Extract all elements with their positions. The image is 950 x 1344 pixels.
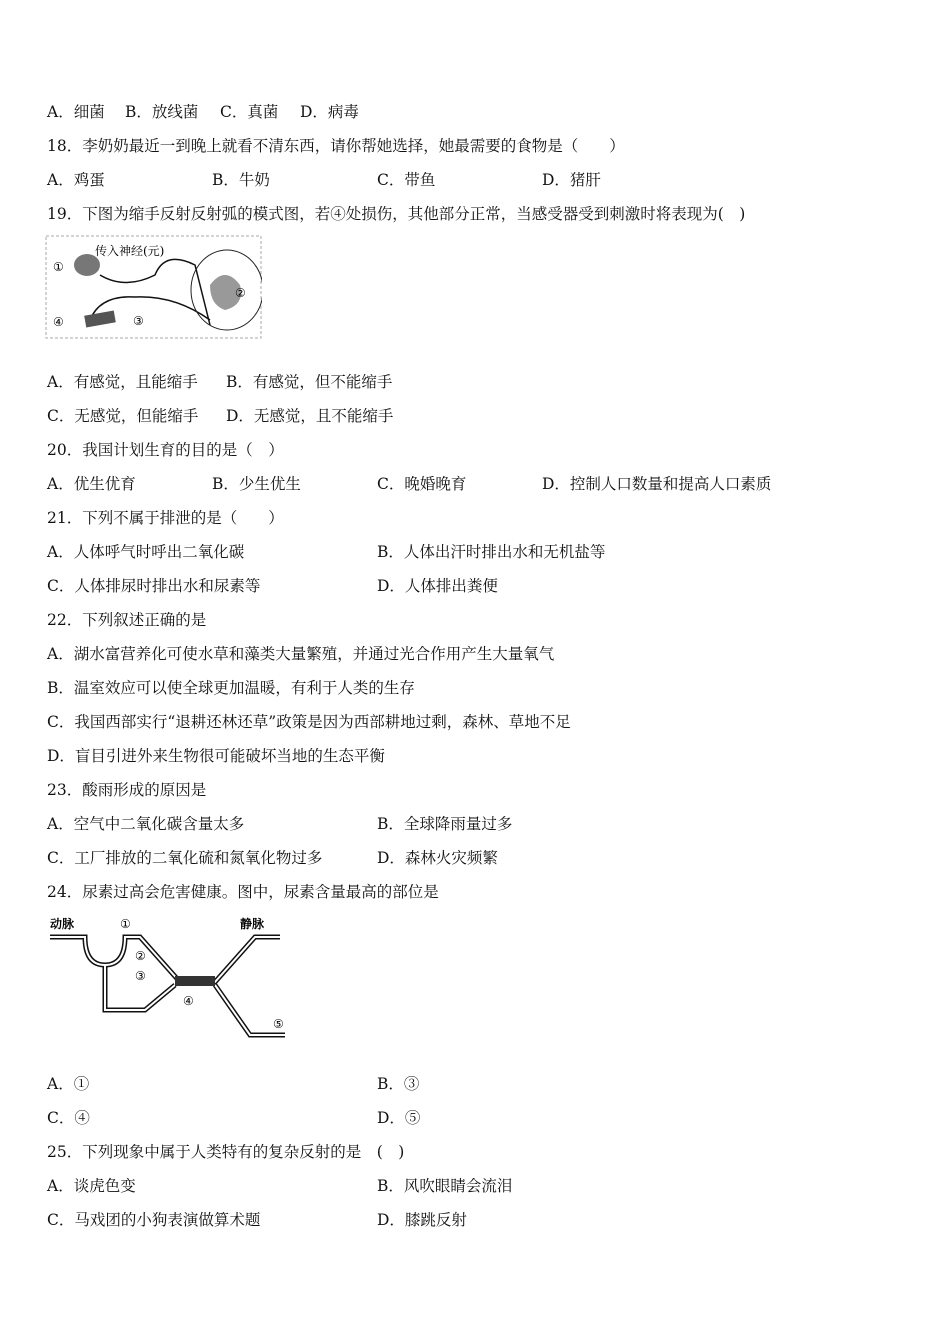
q22-option-d[interactable]: D．盲目引进外来生物很可能破坏当地的生态平衡 <box>47 747 385 765</box>
q25-option-c[interactable]: C．马戏团的小狗表演做算术题 <box>47 1211 261 1229</box>
q23-option-d[interactable]: D．森林火灾频繁 <box>377 849 498 867</box>
q20-stem: 20．我国计划生育的目的是（ ） <box>47 441 284 459</box>
q24-option-a[interactable]: A．① <box>47 1075 90 1093</box>
reflex-arc-figure <box>45 235 262 339</box>
q25-option-a[interactable]: A．谈虎色变 <box>47 1177 136 1195</box>
q18-option-b[interactable]: B．牛奶 <box>212 171 270 189</box>
svg-text:静脉: 静脉 <box>240 917 265 931</box>
q23-option-b[interactable]: B．全球降雨量过多 <box>377 815 513 833</box>
q21-stem: 21．下列不属于排泄的是（ ） <box>47 509 284 527</box>
q22-stem: 22．下列叙述正确的是 <box>47 611 207 629</box>
q21-option-b[interactable]: B．人体出汗时排出水和无机盐等 <box>377 543 606 561</box>
q20-option-c[interactable]: C．晚婚晚育 <box>377 475 467 493</box>
nephron-figure <box>45 910 300 1045</box>
q22-option-a[interactable]: A．湖水富营养化可使水草和藻类大量繁殖，并通过光合作用产生大量氧气 <box>47 645 555 663</box>
q17-option-a[interactable]: A．细菌 <box>47 103 105 121</box>
q25-option-b[interactable]: B．风吹眼睛会流泪 <box>377 1177 513 1195</box>
svg-text:③: ③ <box>135 969 146 983</box>
q24-stem: 24．尿素过高会危害健康。图中，尿素含量最高的部位是 <box>47 883 439 901</box>
q24-option-d[interactable]: D．⑤ <box>377 1109 421 1127</box>
q17-option-b[interactable]: B．放线菌 <box>125 103 199 121</box>
svg-text:①: ① <box>53 260 64 274</box>
q19-option-d[interactable]: D．无感觉，且不能缩手 <box>226 407 394 425</box>
q22-option-c[interactable]: C．我国西部实行“退耕还林还草”政策是因为西部耕地过剩，森林、草地不足 <box>47 713 571 731</box>
q23-stem: 23．酸雨形成的原因是 <box>47 781 207 799</box>
q20-option-d[interactable]: D．控制人口数量和提高人口素质 <box>542 475 772 493</box>
q21-option-d[interactable]: D．人体排出粪便 <box>377 577 498 595</box>
q24-option-b[interactable]: B．③ <box>377 1075 420 1093</box>
q23-option-c[interactable]: C．工厂排放的二氧化硫和氮氧化物过多 <box>47 849 323 867</box>
svg-text:②: ② <box>235 286 246 300</box>
q22-option-b[interactable]: B．温室效应可以使全球更加温暖，有利于人类的生存 <box>47 679 415 697</box>
q20-option-b[interactable]: B．少生优生 <box>212 475 301 493</box>
q19-stem: 19．下图为缩手反射反射弧的模式图，若④处损伤，其他部分正常，当感受器受到刺激时将表现为( ) <box>47 205 746 223</box>
svg-text:①: ① <box>120 917 131 931</box>
q20-option-a[interactable]: A．优生优育 <box>47 475 136 493</box>
q19-option-c[interactable]: C．无感觉，但能缩手 <box>47 407 199 425</box>
svg-text:②: ② <box>135 949 146 963</box>
svg-text:动脉: 动脉 <box>50 917 75 931</box>
svg-text:③: ③ <box>133 314 144 328</box>
q19-option-b[interactable]: B．有感觉，但不能缩手 <box>226 373 393 391</box>
q19-option-a[interactable]: A．有感觉，且能缩手 <box>47 373 198 391</box>
svg-text:④: ④ <box>183 994 194 1008</box>
q24-option-c[interactable]: C．④ <box>47 1109 90 1127</box>
q21-option-a[interactable]: A．人体呼气时呼出二氧化碳 <box>47 543 245 561</box>
svg-text:⑤: ⑤ <box>273 1017 284 1031</box>
q17-option-c[interactable]: C．真菌 <box>220 103 279 121</box>
q18-option-c[interactable]: C．带鱼 <box>377 171 436 189</box>
q25-option-d[interactable]: D．膝跳反射 <box>377 1211 467 1229</box>
q21-option-c[interactable]: C．人体排尿时排出水和尿素等 <box>47 577 261 595</box>
q18-option-d[interactable]: D．猪肝 <box>542 171 601 189</box>
q17-option-d[interactable]: D．病毒 <box>300 103 359 121</box>
q18-option-a[interactable]: A．鸡蛋 <box>47 171 105 189</box>
svg-text:④: ④ <box>53 315 64 329</box>
figure-label-afferent: 传入神经(元) <box>95 244 165 258</box>
q23-option-a[interactable]: A．空气中二氧化碳含量太多 <box>47 815 245 833</box>
q18-stem: 18．李奶奶最近一到晚上就看不清东西，请你帮她选择，她最需要的食物是（ ） <box>47 137 625 155</box>
q25-stem: 25．下列现象中属于人类特有的复杂反射的是 ( ) <box>47 1143 405 1161</box>
